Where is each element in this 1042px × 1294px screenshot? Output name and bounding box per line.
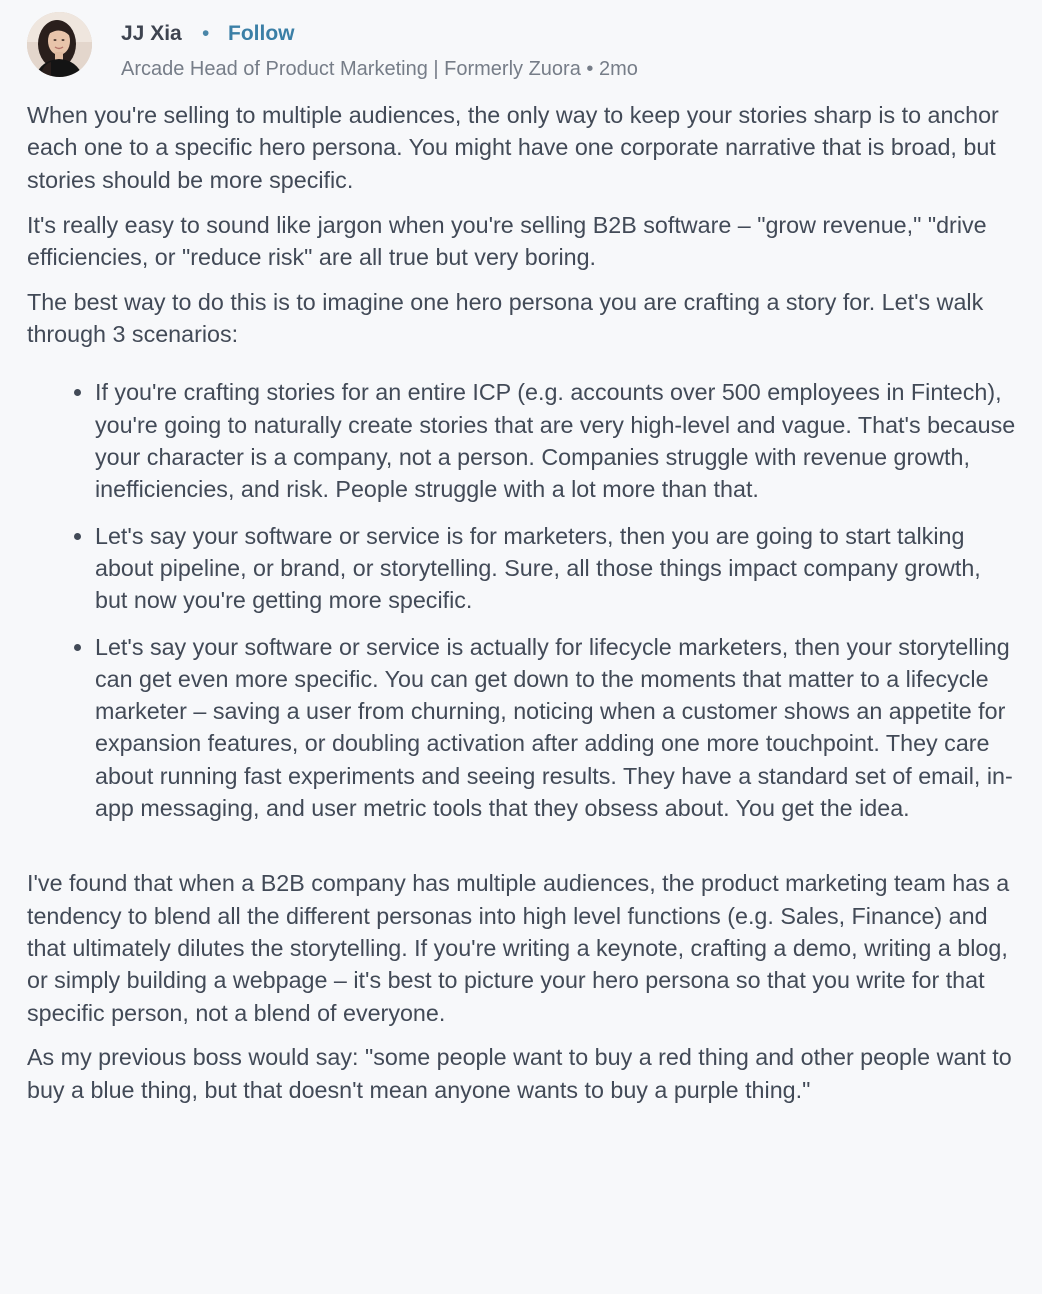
post-paragraph: As my previous boss would say: "some people want to buy a red thing and other people want to buy a blue thing, but that doesn't mean anyone wants to buy a purple thing." [27,1044,1012,1103]
scenario-list [27,376,1017,824]
post-paragraph: The best way to do this is to imagine one hero persona you are crafting a story for. Let's walk through 3 scenarios: [27,288,984,348]
post-time: 2mo [598,58,638,80]
post-paragraph: When you're selling to multiple audiences, the only way to keep your stories sharp is to anchor each one to a specific hero persona. You might have one corporate narrative that is broad, but stories should be more specific. [27,102,999,193]
scenario-list-item: • Let's say your software or service is actually for lifecycle marketers, then your storytelling can get even more specific. You can get down to the moments that matter to a lifecycle marketer – saving a user from churning, noticing when a customer shows an appetite for expansion features, or doubling activation after adding one more touchpoint. They care about running fast experiments and seeing results. They have a standard set of email, in-app messaging, and user metric tools that they obsess about. You get the idea. [95,631,1017,825]
author-name[interactable]: JJ Xia [121,22,182,45]
scenario-list-item: • Let's say your software or service is for marketers, then you are going to start talking about pipeline, or brand, or storytelling. Sure, all those things impact company growth, but now you're getting more specific. [95,520,1017,617]
post-paragraph: I've found that when a B2B company has multiple audiences, the product marketing team has a tendency to blend all the different personas into high level functions (e.g. Sales, Finance) and that ultimately dilutes the storytelling. If you're writing a keynote, crafting a demo, writing a blog, or simply building a webpage – it's best to picture your hero persona so that you write for that specific person, not a blend of everyone. [27,870,1010,1026]
author-headline: Arcade Head of Product Marketing | Formerly Zuora [121,58,581,80]
meta-separator: • [586,58,594,80]
avatar-photo-icon [27,12,92,77]
author-meta [121,56,638,82]
name-follow-separator: • [202,22,210,45]
post-paragraph: It's really easy to sound like jargon when you're selling B2B software – "grow revenue," "drive efficiencies, or "reduce risk" are all true but very boring. [27,211,987,270]
post-body [27,99,1017,1119]
follow-button[interactable]: Follow [228,22,295,45]
scenario-list-item: • If you're crafting stories for an entire ICP (e.g. accounts over 500 employees in Fintech), you're going to naturally create stories that are very high-level and vague. That's because your character is a company, not a person. Companies struggle with revenue growth, inefficiencies, and risk. People struggle with a lot more than that. [95,376,1017,505]
author-avatar[interactable] [27,12,92,77]
